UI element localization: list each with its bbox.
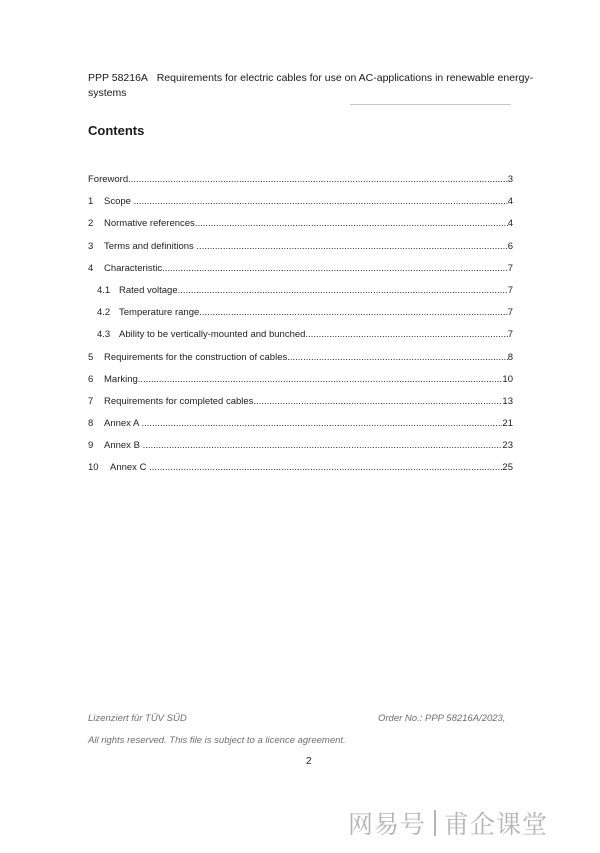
toc-entry-title: Annex B	[104, 440, 143, 452]
toc-entry-page: 3	[507, 174, 513, 185]
dot-leader	[196, 240, 507, 254]
dot-leader	[162, 262, 508, 276]
order-number: Order No.: PPP 58216A/2023,	[378, 713, 506, 724]
toc-entry-number: 5	[88, 351, 94, 363]
toc-entry-page: 7	[507, 284, 513, 296]
doc-title-continued: systems	[88, 87, 127, 99]
toc-entry-number: 9	[88, 440, 94, 452]
toc-entry-number: 10	[88, 462, 99, 474]
toc-entry-terms-and-definitions[interactable]	[88, 240, 513, 262]
toc-entry-normative-references[interactable]	[88, 217, 513, 239]
toc-entry-title: Characteristic	[104, 262, 163, 274]
toc-entry-annex-b[interactable]	[88, 439, 513, 461]
toc-entry-title: Terms and definitions	[104, 240, 197, 252]
toc-entry-title: Requirements for completed cables	[104, 395, 254, 407]
toc-entry-title: Rated voltage	[119, 284, 178, 296]
toc-entry-number: 4.1	[97, 284, 111, 296]
toc-entry-title: Marking	[104, 373, 138, 385]
toc-entry-completed-cables[interactable]	[88, 395, 513, 417]
toc-entry-title: Ability to be vertically-mounted and bunched	[119, 329, 306, 341]
rights-notice: All rights reserved. This file is subject to a licence agreement.	[88, 735, 346, 746]
dot-leader	[195, 217, 508, 231]
table-of-contents	[88, 173, 513, 484]
toc-entry-title: Annex A	[104, 418, 142, 430]
toc-entry-page: 7	[507, 307, 513, 319]
toc-entry-page: 23	[502, 440, 513, 452]
dot-leader	[149, 461, 502, 475]
dot-leader	[287, 351, 507, 365]
toc-entry-temperature-range[interactable]	[88, 306, 513, 328]
toc-entry-title: Normative references	[104, 218, 195, 230]
dot-leader	[143, 439, 503, 453]
toc-entry-page: 10	[502, 373, 513, 385]
toc-entry-title: Annex C	[110, 462, 150, 474]
toc-entry-page: 13	[502, 395, 513, 407]
toc-entry-page: 4	[507, 196, 513, 208]
toc-entry-number: 7	[88, 395, 94, 407]
watermark-source: 网易号	[348, 811, 427, 839]
doc-id: PPP 58216A	[88, 72, 148, 84]
doc-title: Requirements for electric cables for use on AC-applications in renewable energy-	[156, 72, 534, 84]
toc-entry-title: Scope	[104, 196, 134, 208]
contents-heading: Contents	[88, 123, 145, 138]
toc-entry-page: 8	[507, 351, 513, 363]
toc-entry-page: 6	[507, 240, 513, 252]
toc-entry-page: 21	[502, 418, 513, 430]
toc-entry-characteristic[interactable]	[88, 262, 513, 284]
toc-entry-foreword[interactable]	[88, 173, 513, 195]
toc-entry-number: 1	[88, 196, 94, 208]
document-header	[88, 72, 533, 84]
toc-entry-title: Temperature range	[119, 307, 200, 319]
watermark-brand: 甫企课堂	[444, 811, 549, 839]
toc-entry-number: 4	[88, 262, 94, 274]
watermark	[348, 805, 548, 841]
dot-leader	[128, 173, 508, 187]
toc-entry-number: 4.2	[97, 307, 111, 319]
dot-leader	[178, 284, 508, 298]
toc-entry-number: 4.3	[97, 329, 111, 341]
toc-entry-page: 7	[507, 262, 513, 274]
toc-entry-title: Foreword	[88, 174, 129, 185]
dot-leader	[142, 417, 503, 431]
dot-leader	[134, 195, 508, 209]
toc-entry-rated-voltage[interactable]	[88, 284, 513, 306]
dot-leader	[253, 395, 502, 409]
dot-leader	[199, 306, 507, 320]
toc-entry-marking[interactable]	[88, 373, 513, 395]
licence-holder: Lizenziert für TÜV SÜD	[88, 713, 187, 724]
toc-entry-scope[interactable]	[88, 195, 513, 217]
toc-entry-annex-c[interactable]	[88, 461, 513, 483]
toc-entry-number: 6	[88, 373, 94, 385]
toc-entry-number: 2	[88, 218, 94, 230]
page-number: 2	[306, 756, 312, 767]
toc-entry-title: Requirements for the construction of cables	[104, 351, 288, 363]
toc-entry-number: 8	[88, 418, 94, 430]
watermark-divider	[434, 810, 436, 836]
toc-entry-annex-a[interactable]	[88, 417, 513, 439]
toc-entry-page: 25	[502, 462, 513, 474]
header-rule	[350, 104, 511, 105]
dot-leader	[305, 328, 507, 342]
toc-entry-vertically-mounted[interactable]	[88, 328, 513, 350]
toc-entry-construction-requirements[interactable]	[88, 351, 513, 373]
dot-leader	[138, 373, 503, 387]
toc-entry-number: 3	[88, 240, 94, 252]
toc-entry-page: 7	[507, 329, 513, 341]
toc-entry-page: 4	[507, 218, 513, 230]
